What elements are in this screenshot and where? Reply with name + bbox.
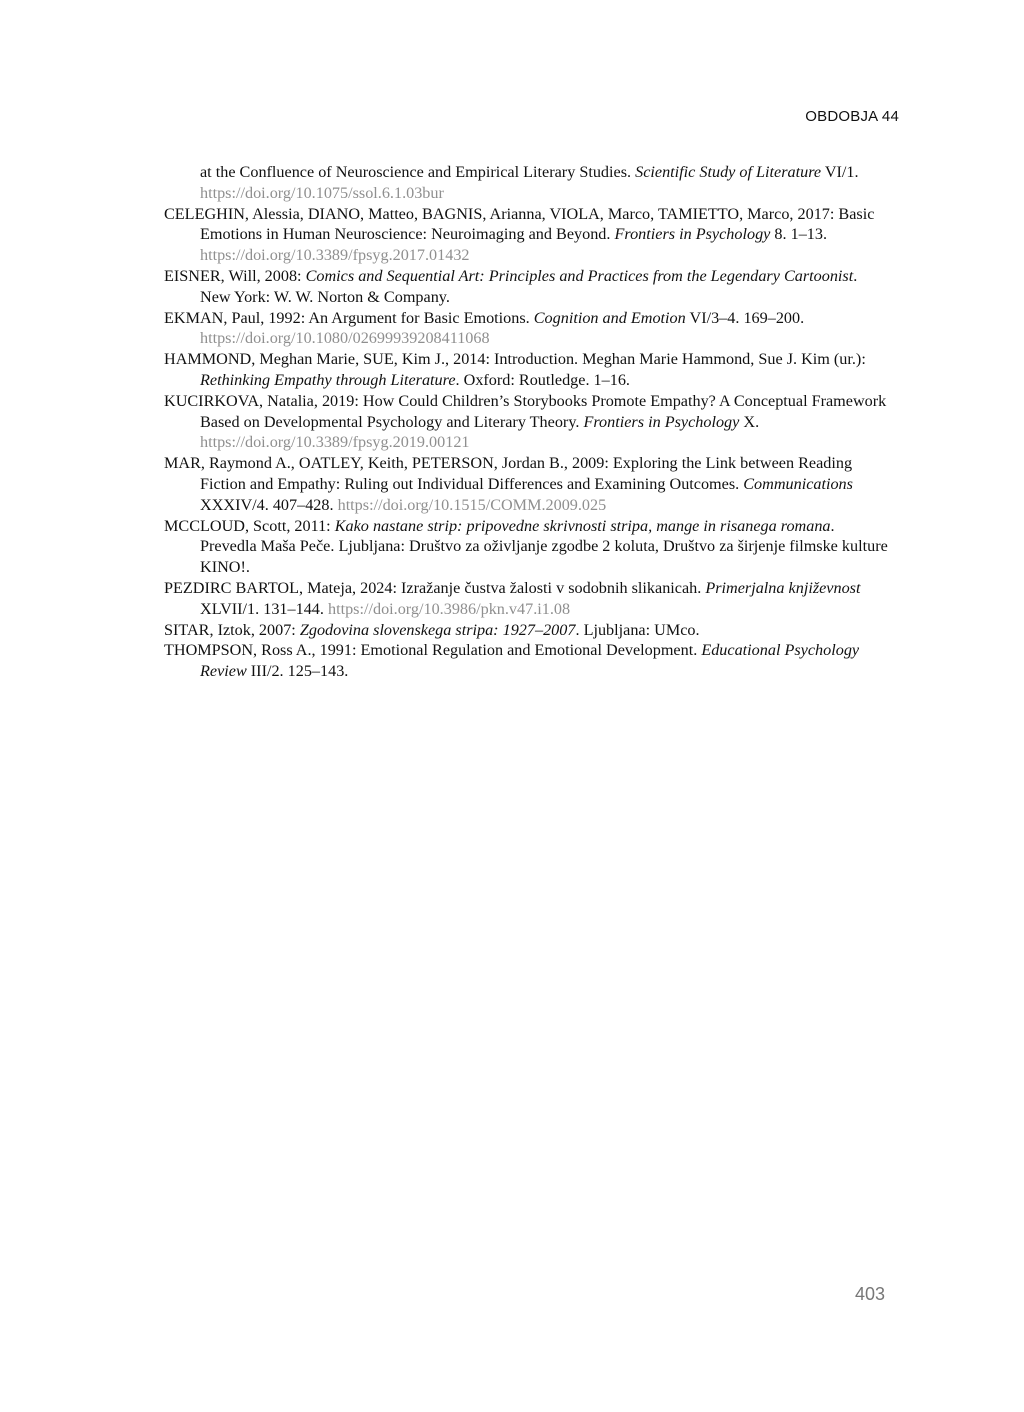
reference-title-italic: Communications: [743, 474, 853, 493]
page-number: 403: [854, 1284, 885, 1304]
reference-entry: [164, 349, 889, 391]
reference-list: [164, 162, 889, 682]
reference-text: III/2. 125–143.: [246, 662, 349, 681]
running-head: OBDOBJA 44: [805, 108, 899, 125]
reference-entry: [164, 620, 889, 641]
reference-title-italic: Frontiers in Psychology: [583, 412, 740, 431]
reference-text: MCCLOUD, Scott, 2011:: [164, 516, 335, 535]
reference-text: 8. 1–13.: [770, 225, 828, 244]
reference-text: KUCIRKOVA, Natalia, 2019: How Could Children’s Storybooks Promote Empathy? A Conceptual Framework Based on Developmental Psychology and Literary Theory.: [164, 391, 887, 431]
doi-link[interactable]: https://doi.org/10.3986/pkn.v47.i1.08: [328, 599, 571, 618]
reference-text: VI/1.: [821, 163, 859, 181]
reference-entry: [164, 308, 889, 350]
reference-text: . Ljubljana: UMco.: [575, 620, 700, 639]
reference-text: . Prevedla Maša Peče. Ljubljana: Društvo za oživljanje zgodbe 2 koluta, Društvo za širjenje filmske kulture KINO!.: [200, 516, 888, 577]
reference-text: VI/3–4. 169–200.: [685, 308, 805, 327]
reference-text: EKMAN, Paul, 1992: An Argument for Basic Emotions.: [164, 308, 534, 327]
reference-text: XLVII/1. 131–144.: [200, 599, 328, 618]
doi-link[interactable]: https://doi.org/10.3389/fpsyg.2019.00121: [200, 433, 470, 452]
reference-title-italic: Zgodovina slovenskega stripa: 1927–2007: [299, 620, 576, 639]
doi-link[interactable]: https://doi.org/10.1075/ssol.6.1.03bur: [200, 183, 444, 202]
reference-entry: [164, 453, 889, 515]
reference-text: XXXIV/4. 407–428.: [200, 495, 338, 514]
reference-continuation: [164, 162, 889, 204]
reference-title-italic: Rethinking Empathy through Literature: [200, 370, 456, 389]
reference-text: PEZDIRC BARTOL, Mateja, 2024: Izražanje čustva žalosti v sodobnih slikanicah.: [164, 578, 706, 597]
reference-text: at the Confluence of Neuroscience and Empirical Literary Studies.: [200, 163, 636, 181]
reference-title-italic: Educational Psychology Review: [200, 641, 860, 681]
reference-text: . New York: W. W. Norton & Company.: [200, 266, 858, 306]
reference-entry: [164, 516, 889, 578]
reference-text: THOMPSON, Ross A., 1991: Emotional Regulation and Emotional Development.: [164, 641, 702, 660]
doi-link[interactable]: https://doi.org/10.3389/fpsyg.2017.01432: [200, 246, 470, 265]
reference-title-italic: Scientific Study of Literature: [635, 163, 822, 181]
reference-text: HAMMOND, Meghan Marie, SUE, Kim J., 2014: Introduction. Meghan Marie Hammond, Sue J. Kim (ur.):: [164, 350, 866, 369]
reference-text: EISNER, Will, 2008:: [164, 266, 306, 285]
reference-entry: [164, 204, 889, 266]
reference-entry: [164, 391, 889, 453]
doi-link[interactable]: https://doi.org/10.1515/COMM.2009.025: [337, 495, 607, 514]
reference-text: . Oxford: Routledge. 1–16.: [455, 370, 630, 389]
reference-title-italic: Cognition and Emotion: [533, 308, 686, 327]
reference-title-italic: Comics and Sequential Art: Principles and Practices from the Legendary Cartoonist: [305, 266, 854, 285]
reference-text: SITAR, Iztok, 2007:: [164, 620, 300, 639]
reference-title-italic: Kako nastane strip: pripovedne skrivnosti stripa, mange in risanega romana: [334, 516, 831, 535]
reference-entry: [164, 640, 889, 682]
reference-entry: [164, 266, 889, 308]
reference-text: CELEGHIN, Alessia, DIANO, Matteo, BAGNIS, Arianna, VIOLA, Marco, TAMIETTO, Marco, 2017: Basic Emotions in Human Neuroscience: Neuroimaging and Beyond.: [164, 204, 875, 244]
reference-entry: [164, 578, 889, 620]
reference-title-italic: Frontiers in Psychology: [614, 225, 771, 244]
reference-text: MAR, Raymond A., OATLEY, Keith, PETERSON, Jordan B., 2009: Exploring the Link between Reading Fiction and Empathy: Ruling out Individual Differences and Examining Outcomes.: [164, 454, 853, 493]
reference-text: X.: [739, 412, 760, 431]
reference-title-italic: Primerjalna književnost: [705, 578, 861, 597]
doi-link[interactable]: https://doi.org/10.1080/02699939208411068: [200, 329, 490, 348]
